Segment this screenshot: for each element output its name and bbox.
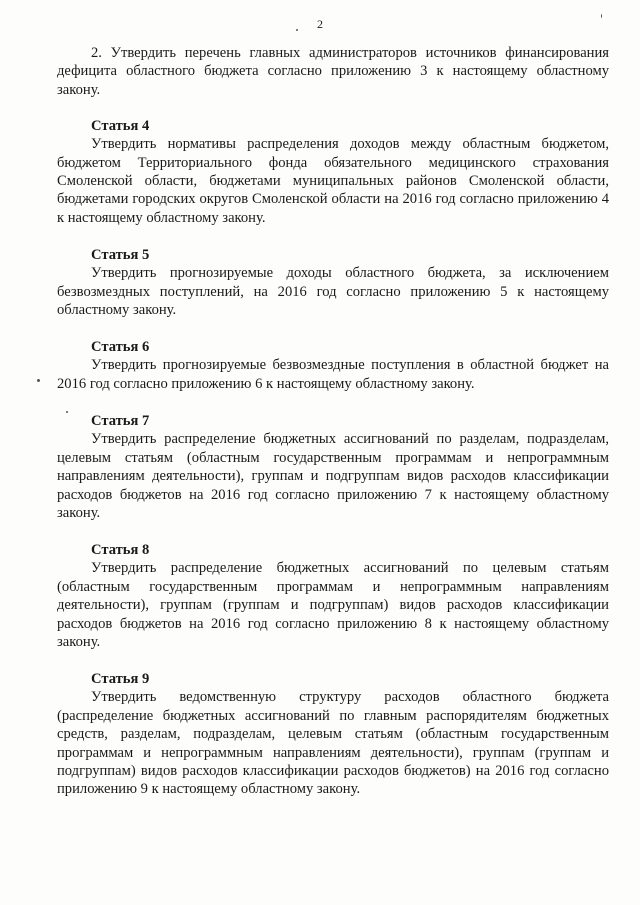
article-4: [57, 117, 609, 227]
page-number: 2: [317, 17, 323, 31]
document-body: [57, 44, 609, 799]
article-text: Утвердить прогнозируемые безвозмездные поступления в областной бюджет на 2016 год согласно приложению 6 к настоящему областному закону.: [57, 357, 609, 392]
article-text: Утвердить распределение бюджетных ассигнований по целевым статьям (областным государственным программам и непрограммным направлениям деятельности), группам (группам и подгруппам) видов расходов классификации расходов бюджетов на 2016 год согласно приложению 8 к настоящему областному закону.: [57, 560, 609, 650]
scan-speck: [296, 29, 298, 31]
scan-speck: [601, 14, 602, 18]
article-text: Утвердить нормативы распределения доходов между областным бюджетом, бюджетом Территориального фонда обязательного медицинского страхования Смоленской области, бюджетами муниципальных районов Смоленской области, бюджетами городских округов Смоленской области на 2016 год согласно приложению 4 к настоящему областному закону.: [57, 136, 609, 226]
article-title: Статья 9: [91, 671, 150, 688]
article-text: Утвердить распределение бюджетных ассигнований по разделам, подразделам, целевым статьям (областным государственным программам и непрограммным направлениям деятельности), группам и подгруппам видов расходов классификации расходов бюджетов на 2016 год согласно приложению 7 к настоящему областному закону.: [57, 431, 609, 521]
scan-speck: [37, 379, 40, 382]
intro-paragraph: 2. Утвердить перечень главных администраторов источников финансирования дефицита областного бюджета согласно приложению 3 к настоящему областному закону.: [57, 45, 609, 98]
article-title: Статья 7: [91, 413, 150, 430]
article-8: [57, 541, 609, 651]
article-text: Утвердить ведомственную структуру расходов областного бюджета (распределение бюджетных ассигнований по главным распорядителям бюджетных средств, разделам, подразделам, целевым статьям (областным государственным программам и непрограммным направлениям деятельности), группам (группам и подгруппам) видов расходов классификации расходов бюджетов) на 2016 год согласно приложению 9 к настоящему областному закону.: [57, 689, 609, 798]
article-title: Статья 8: [91, 542, 150, 559]
article-7: [57, 412, 609, 522]
article-9: [57, 670, 609, 798]
article-title: Статья 6: [91, 339, 150, 356]
article-title: Статья 4: [91, 118, 150, 135]
article-title: Статья 5: [91, 247, 150, 264]
article-text: Утвердить прогнозируемые доходы областного бюджета, за исключением безвозмездных поступлений, на 2016 год согласно приложению 5 к настоящему областному закону.: [57, 265, 609, 319]
article-6: [57, 338, 609, 393]
article-5: [57, 246, 609, 319]
